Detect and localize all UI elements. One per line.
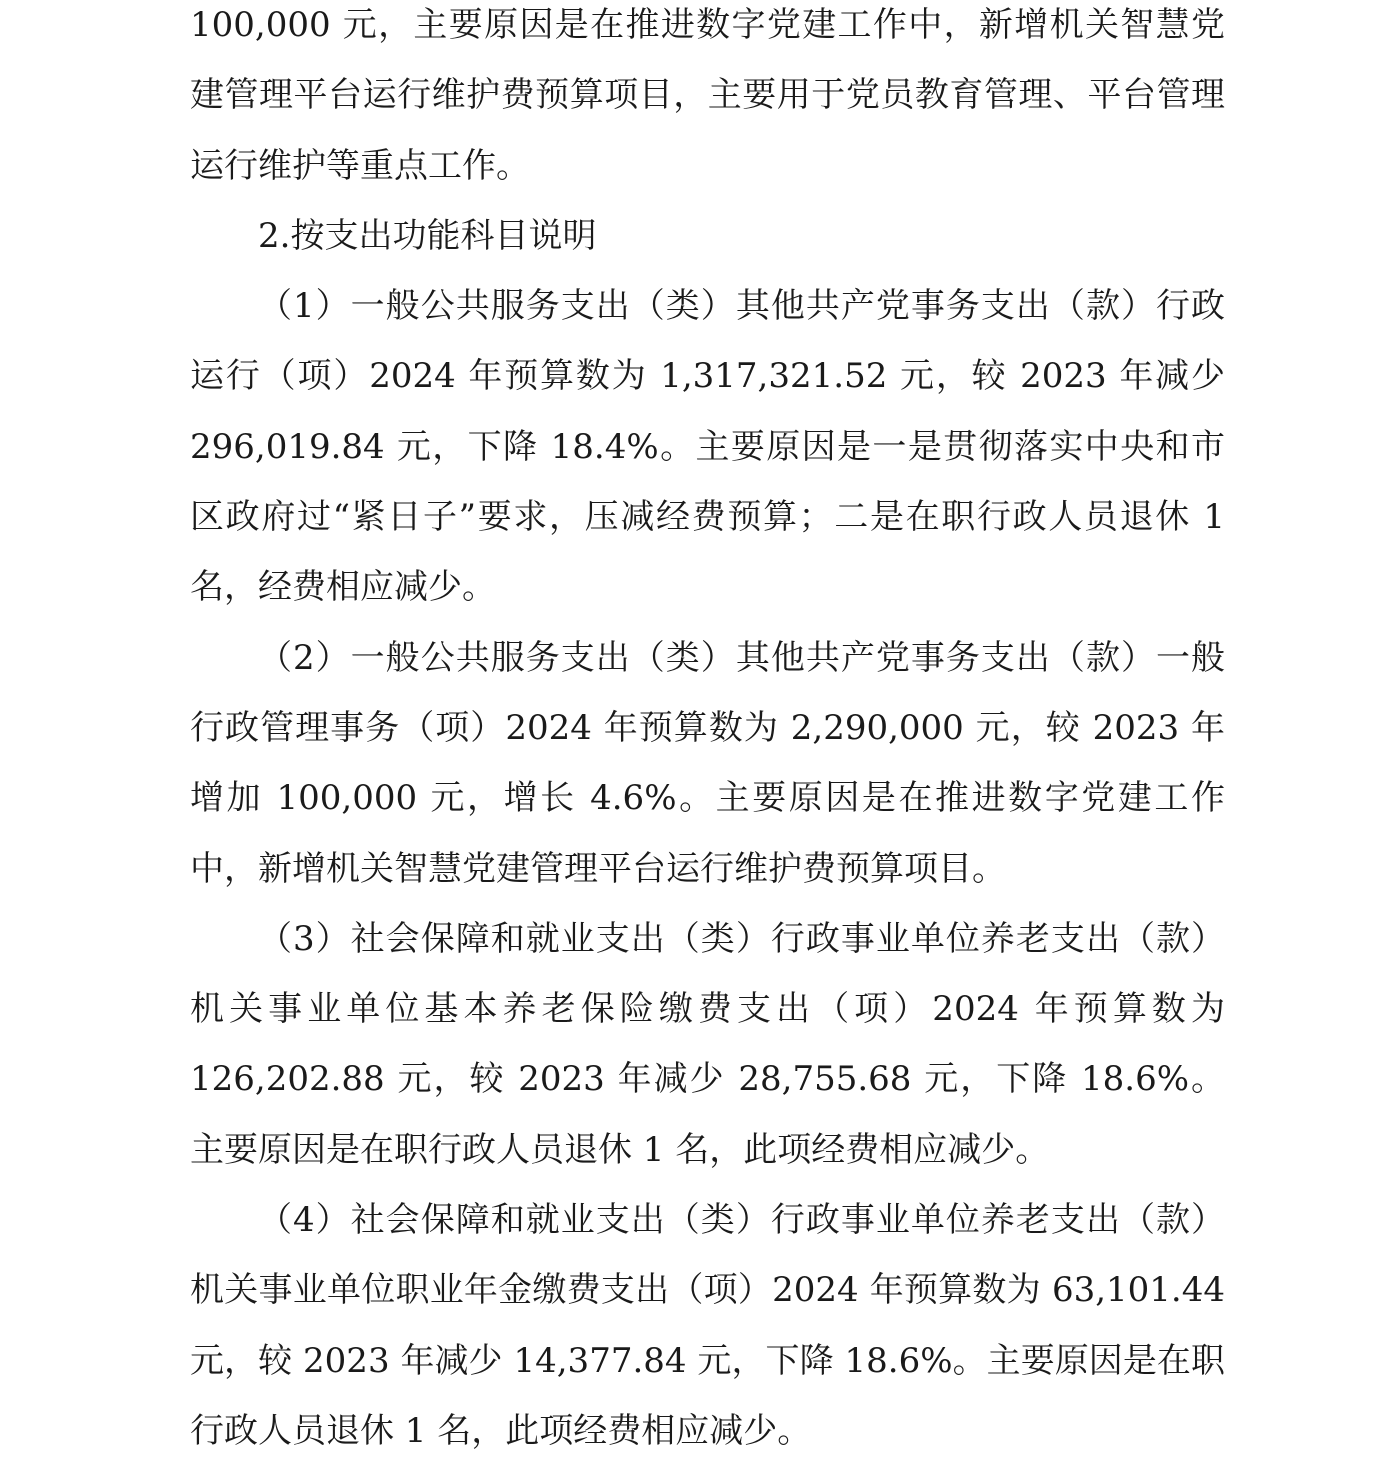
section-heading: 2.按支出功能科目说明 bbox=[258, 215, 597, 256]
document-body bbox=[190, 0, 1225, 1466]
paragraph-item-3: （3）社会保障和就业支出（类）行政事业单位养老支出（款）机关事业单位基本养老保险缴费支出（项）2024 年预算数为 126,202.88 元，较 2023 年减少 28,755.68 元，下降 18.6%。主要原因是在职行政人员退休 1 名，此项经费相应减少。 bbox=[190, 918, 1225, 1170]
paragraph-item-1: （1）一般公共服务支出（类）其他共产党事务支出（款）行政运行（项）2024 年预算数为 1,317,321.52 元，较 2023 年减少 296,019.84 元，下降 18.4%。主要原因是一是贯彻落实中央和市区政府过“紧日子”要求，压减经费预算；二是在职行政人员退休 1 名，经费相应减少。 bbox=[190, 286, 1225, 608]
paragraph-item-4: （4）社会保障和就业支出（类）行政事业单位养老支出（款）机关事业单位职业年金缴费支出（项）2024 年预算数为 63,101.44 元，较 2023 年减少 14,377.84 元，下降 18.6%。主要原因是在职行政人员退休 1 名，此项经费相应减少。 bbox=[190, 1200, 1225, 1451]
paragraph-continuation: 100,000 元，主要原因是在推进数字党建工作中，新增机关智慧党建管理平台运行维护费预算项目，主要用于党员教育管理、平台管理运行维护等重点工作。 bbox=[190, 5, 1225, 186]
paragraph-item-2: （2）一般公共服务支出（类）其他共产党事务支出（款）一般行政管理事务（项）2024 年预算数为 2,290,000 元，较 2023 年增加 100,000 元，增长 4.6%。主要原因是在推进数字党建工作中，新增机关智慧党建管理平台运行维护费预算项目。 bbox=[190, 637, 1225, 889]
